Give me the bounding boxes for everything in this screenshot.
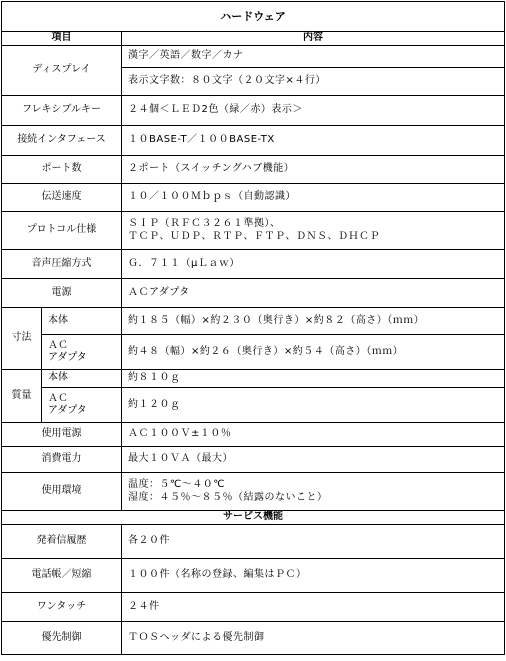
dimensions-body-value: 約１８５（幅）×約２３０（奥行き）×約８２（高さ）（ｍｍ） xyxy=(122,308,505,335)
flexible-key-label: フレキシブルキー xyxy=(2,96,122,126)
column-header-content: 内容 xyxy=(122,32,505,46)
environment-value xyxy=(122,473,505,511)
protocol-value-1: ＳＩＰ（ＲＦＣ３２６１準拠）、 xyxy=(128,218,281,229)
power-supply-label: 使用電源 xyxy=(2,423,122,447)
dimensions-adapter-value: 約４８（幅）×約２６（奥行き）×約５４（高さ）（ｍｍ） xyxy=(122,335,505,370)
speed-row xyxy=(2,184,505,212)
hardware-section-title: ハードウェア xyxy=(2,2,505,32)
phonebook-row xyxy=(2,559,505,593)
flexible-key-value: ２４個＜ＬＥＤ2色（緑／赤）表示＞ xyxy=(122,96,505,126)
column-header-item: 項目 xyxy=(2,32,122,46)
consumption-row xyxy=(2,447,505,473)
environment-row xyxy=(2,473,505,511)
mass-body-label: 本体 xyxy=(42,370,122,388)
protocol-label: プロトコル仕様 xyxy=(2,212,122,250)
audio-row xyxy=(2,250,505,279)
priority-row xyxy=(2,622,505,655)
audio-label: 音声圧縮方式 xyxy=(2,250,122,279)
dimensions-adapter-row xyxy=(2,335,505,370)
environment-label: 使用環境 xyxy=(2,473,122,511)
phonebook-label: 電話帳／短縮 xyxy=(2,559,122,593)
flexible-key-row xyxy=(2,96,505,126)
consumption-label: 消費電力 xyxy=(2,447,122,473)
speed-label: 伝送速度 xyxy=(2,184,122,212)
one-touch-value: ２４件 xyxy=(122,593,505,622)
ports-row xyxy=(2,156,505,184)
mass-label: 質量 xyxy=(2,370,42,423)
column-header-row xyxy=(2,32,505,46)
priority-label: 優先制御 xyxy=(2,622,122,655)
dimensions-body-label: 本体 xyxy=(42,308,122,335)
power-label: 電源 xyxy=(2,279,122,308)
dimensions-body-row xyxy=(2,308,505,335)
power-value: ＡＣアダプタ xyxy=(122,279,505,308)
mass-adapter-value: 約１２０ｇ xyxy=(122,388,505,423)
environment-value-2: 湿度：４５％～８５％（結露のないこと） xyxy=(128,491,328,503)
display-value-1: 漢字／英語／数字／カナ xyxy=(122,46,505,68)
priority-value: ＴＯＳヘッダによる優先制御 xyxy=(122,622,505,655)
call-history-label: 発着信履歴 xyxy=(2,525,122,559)
power-row xyxy=(2,279,505,308)
spec-table xyxy=(1,1,505,655)
environment-value-1: 温度：５℃～４０℃ xyxy=(128,479,225,490)
service-header-row xyxy=(2,511,505,525)
mass-adapter-label-2: アダプタ xyxy=(48,405,87,416)
mass-body-row xyxy=(2,370,505,388)
interface-value: １０BASE-T／１００BASE-TX xyxy=(122,126,505,156)
call-history-row xyxy=(2,525,505,559)
hardware-header-row xyxy=(2,2,505,32)
dimensions-adapter-label-2: アダプタ xyxy=(48,352,87,363)
speed-value: １０／１００Ｍｂｐｓ（自動認識） xyxy=(122,184,505,212)
dimensions-adapter-label-1: ＡＣ xyxy=(48,339,68,351)
protocol-value-2: ＴＣＰ、ＵＤＰ、ＲＴＰ、ＦＴＰ、ＤＮＳ、ＤＨＣＰ xyxy=(128,230,380,242)
protocol-row xyxy=(2,212,505,250)
mass-body-value: 約８１０ｇ xyxy=(122,370,505,388)
power-supply-value: ＡＣ１００Ｖ±１０％ xyxy=(122,423,505,447)
audio-value: Ｇ．７１１（μＬａｗ） xyxy=(122,250,505,279)
interface-row xyxy=(2,126,505,156)
mass-adapter-row xyxy=(2,388,505,423)
dimensions-label: 寸法 xyxy=(2,308,42,370)
one-touch-row xyxy=(2,593,505,622)
consumption-value: 最大１０ＶＡ（最大） xyxy=(122,447,505,473)
one-touch-label: ワンタッチ xyxy=(2,593,122,622)
ports-value: ２ポート（スイッチングハブ機能） xyxy=(122,156,505,184)
mass-adapter-label xyxy=(42,388,122,423)
call-history-value: 各２０件 xyxy=(122,525,505,559)
mass-adapter-label-1: ＡＣ xyxy=(48,392,68,404)
protocol-value xyxy=(122,212,505,250)
dimensions-adapter-label xyxy=(42,335,122,370)
ports-label: ポート数 xyxy=(2,156,122,184)
display-label: ディスプレイ xyxy=(2,46,122,96)
service-section-title: サービス機能 xyxy=(2,511,505,525)
interface-label: 接続インタフェース xyxy=(2,126,122,156)
display-row xyxy=(2,46,505,68)
power-supply-row xyxy=(2,423,505,447)
display-value-2: 表示文字数：８０文字（２０文字×４行） xyxy=(122,68,505,96)
phonebook-value: １００件（名称の登録、編集はＰＣ） xyxy=(122,559,505,593)
